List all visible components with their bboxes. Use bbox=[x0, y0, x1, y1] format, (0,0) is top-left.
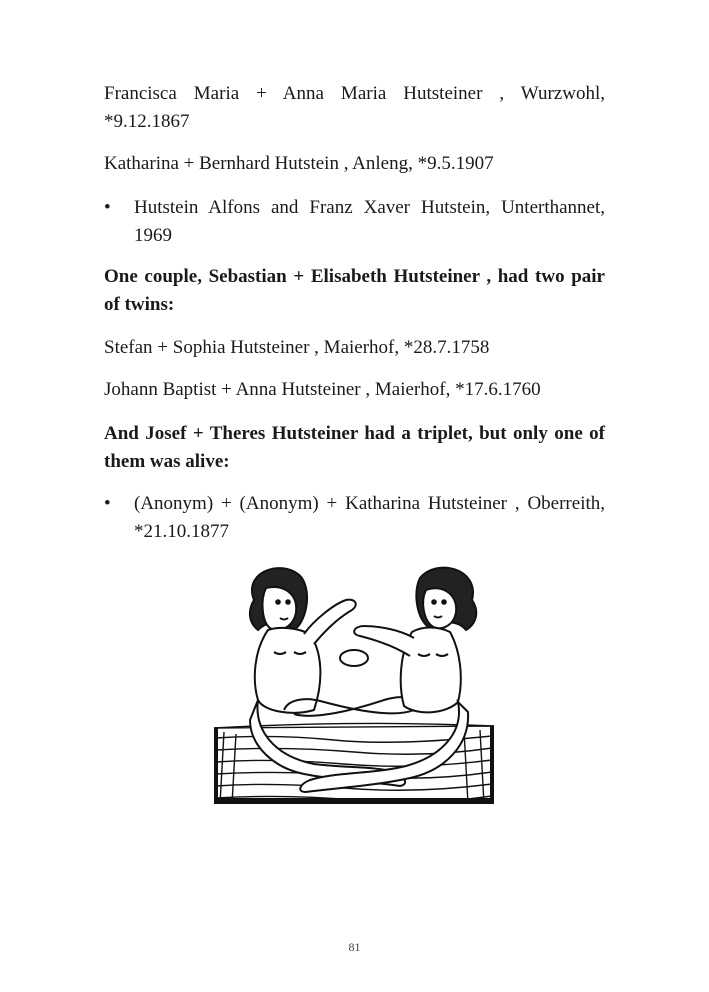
joined-hands bbox=[340, 650, 368, 666]
bullet-text: (Anonym) + (Anonym) + Katharina Hutsteiner , Oberreith, *21.10.1877 bbox=[134, 493, 605, 542]
conjoined-twins-woodcut-image bbox=[214, 560, 494, 804]
bullet-item-anonym-katharina bbox=[104, 490, 605, 546]
bullet-marker: • bbox=[104, 197, 111, 218]
entry-johann-anna: Johann Baptist + Anna Hutsteiner , Maierhof, *17.6.1760 bbox=[104, 379, 541, 400]
entry-katharina-bernhard: Katharina + Bernhard Hutstein , Anleng, *9.5.1907 bbox=[104, 153, 494, 174]
bullet-text: Hutstein Alfons and Franz Xaver Hutstein, Unterthannet, 1969 bbox=[134, 197, 605, 246]
page-number: 81 bbox=[348, 940, 361, 954]
bullet-marker: • bbox=[104, 493, 111, 514]
heading-triplet: And Josef + Theres Hutsteiner had a triplet, but only one of them was alive: bbox=[104, 423, 605, 472]
entry-stefan-sophia: Stefan + Sophia Hutsteiner , Maierhof, *28.7.1758 bbox=[104, 337, 490, 358]
entry-francisca-anna-maria: Francisca Maria + Anna Maria Hutsteiner , Wurzwohl, *9.12.1867 bbox=[104, 83, 605, 132]
heading-two-pair-of-twins: One couple, Sebastian + Elisabeth Hutsteiner , had two pair of twins: bbox=[104, 266, 605, 315]
bullet-item-alfons-franz bbox=[104, 194, 605, 250]
